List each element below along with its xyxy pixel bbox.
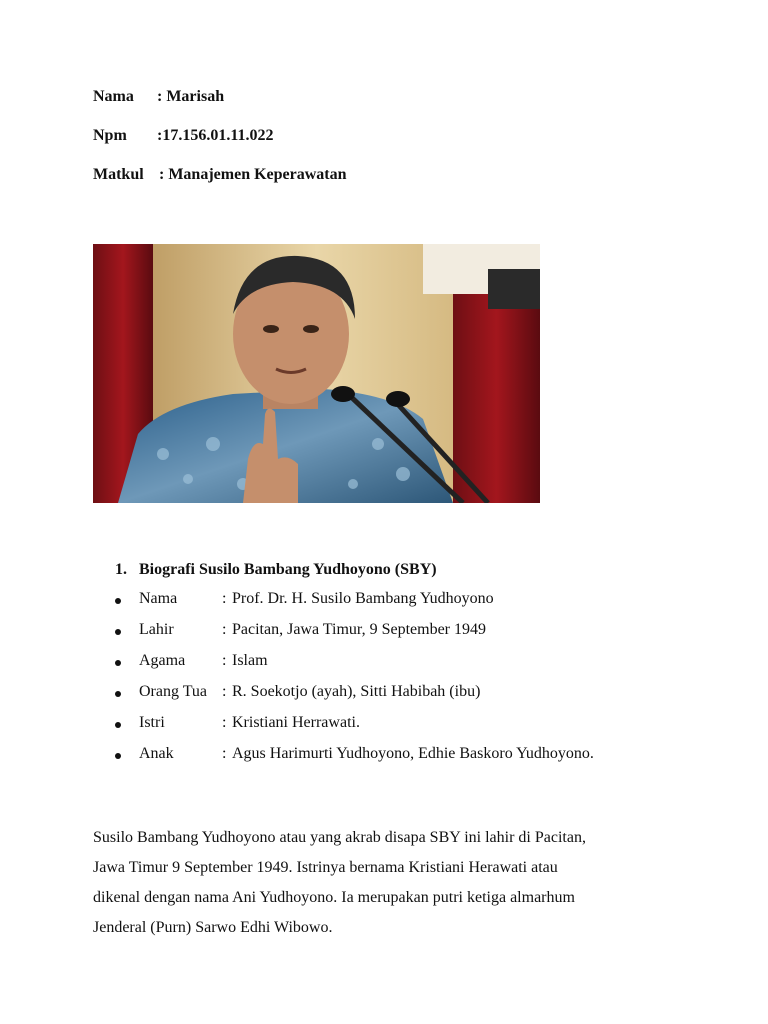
bio-key: Orang Tua [139, 683, 208, 700]
bio-value: Kristiani Herrawati. [232, 714, 360, 731]
bullet-icon [115, 660, 121, 666]
bio-value: R. Soekotjo (ayah), Sitti Habibah (ibu) [232, 683, 481, 700]
bio-key: Nama [139, 590, 178, 607]
matkul-label: Matkul [93, 166, 144, 183]
paragraph-line: Susilo Bambang Yudhoyono atau yang akrab disapa SBY ini lahir di Pacitan, [93, 829, 586, 846]
bio-separator: : [222, 683, 227, 700]
bullet-icon [115, 722, 121, 728]
section-title: Biografi Susilo Bambang Yudhoyono [139, 561, 391, 578]
bullet-icon [115, 691, 121, 697]
bio-separator: : [222, 714, 227, 731]
biography-paragraph [93, 823, 683, 943]
npm-label: Npm [93, 127, 127, 144]
bio-separator: : [222, 652, 227, 669]
paragraph-line: Jenderal (Purn) Sarwo Edhi Wibowo. [93, 919, 333, 936]
bullet-icon [115, 753, 121, 759]
npm-value: :17.156.01.11.022 [157, 127, 274, 144]
bio-value: Pacitan, Jawa Timur, 9 September 1949 [232, 621, 486, 638]
nama-row [93, 88, 224, 106]
bullet-icon [115, 629, 121, 635]
bio-separator: : [222, 745, 227, 762]
paragraph-line: Jawa Timur 9 September 1949. Istrinya bernama Kristiani Herawati atau [93, 859, 558, 876]
bio-key: Lahir [139, 621, 174, 638]
bio-key: Anak [139, 745, 174, 762]
bio-key: Agama [139, 652, 186, 669]
npm-row [93, 127, 273, 145]
section-title-suffix: (SBY) [390, 561, 437, 578]
bio-value: Prof. Dr. H. Susilo Bambang Yudhoyono [232, 590, 494, 607]
matkul-row [93, 166, 347, 184]
section-heading [115, 561, 437, 579]
bio-separator: : [222, 621, 227, 638]
bio-separator: : [222, 590, 227, 607]
matkul-value: : Manajemen Keperawatan [159, 166, 347, 183]
section-number: 1. [115, 561, 127, 578]
portrait-photo [93, 244, 540, 503]
paragraph-line: dikenal dengan nama Ani Yudhoyono. Ia merupakan putri ketiga almarhum [93, 889, 575, 906]
bio-value: Agus Harimurti Yudhoyono, Edhie Baskoro Yudhoyono. [232, 745, 594, 762]
bio-key: Istri [139, 714, 165, 731]
nama-label: Nama [93, 88, 134, 105]
bio-value: Islam [232, 652, 268, 669]
bullet-icon [115, 598, 121, 604]
nama-value: : Marisah [157, 88, 225, 105]
